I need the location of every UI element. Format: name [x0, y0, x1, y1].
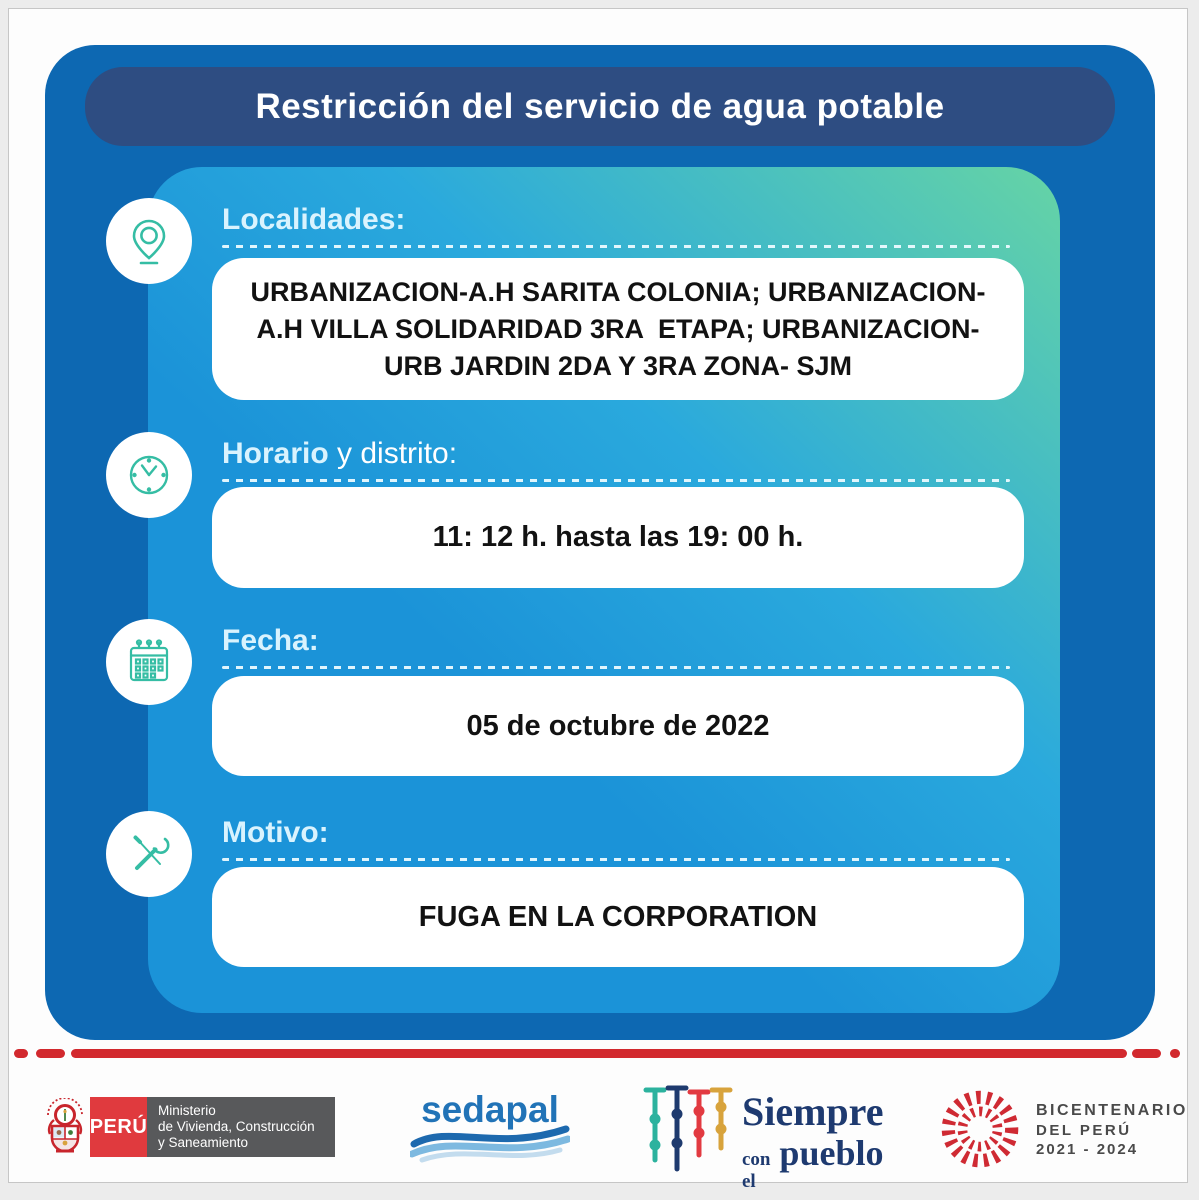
dashed-underline	[222, 479, 1010, 482]
wrench-icon	[106, 811, 192, 897]
separator-dash	[36, 1049, 65, 1058]
location-pin-icon	[106, 198, 192, 284]
separator-dash	[1132, 1049, 1161, 1058]
horario-value: 11: 12 h. hasta las 19: 00 h.	[432, 521, 804, 553]
siempre-pueblo: pueblo	[779, 1133, 884, 1173]
sedapal-waves-icon	[410, 1122, 570, 1164]
bicentenario-line: DEL PERÚ	[1036, 1122, 1132, 1139]
bicentenario-line: 2021 - 2024	[1036, 1141, 1139, 1158]
localidades-line: URBANIZACION-A.H SARITA COLONIA; URBANIZACION-	[250, 276, 986, 307]
sedapal-wordmark: sedapal	[421, 1089, 559, 1130]
ministry-logo-block	[147, 1097, 335, 1157]
bicentenario-logo	[936, 1085, 1186, 1175]
sedapal-logo	[410, 1089, 570, 1164]
red-separator	[20, 1049, 1180, 1058]
ministry-line: Ministerio	[158, 1103, 216, 1118]
dashed-underline	[222, 245, 1010, 248]
section-label: Motivo:	[222, 816, 329, 849]
dashed-underline	[222, 858, 1010, 861]
section-label: Horario y distrito:	[222, 437, 458, 470]
peru-logo-block	[90, 1097, 147, 1157]
section-label: Localidades:	[222, 203, 406, 236]
separator-bar	[71, 1049, 1127, 1058]
page-title	[85, 67, 1115, 146]
calendar-icon	[106, 619, 192, 705]
siempre-wordmark	[742, 1089, 884, 1193]
fecha-value-box	[212, 676, 1024, 776]
peru-label: PERÚ	[89, 1115, 148, 1138]
bicentenario-line: BICENTENARIO	[1036, 1102, 1188, 1119]
siempre-con-el-pueblo-logo	[643, 1083, 884, 1192]
page-title-text: Restricción del servicio de agua potable	[255, 86, 945, 126]
clock-icon	[106, 432, 192, 518]
quipu-strands-icon	[643, 1083, 738, 1175]
bicentenario-text	[1036, 1101, 1188, 1159]
bicentenario-sunburst-icon	[936, 1085, 1024, 1173]
section-label: Fecha:	[222, 624, 319, 657]
peru-coat-of-arms	[42, 1098, 88, 1163]
motivo-value: FUGA EN LA CORPORATION	[418, 900, 818, 933]
motivo-value-box	[212, 867, 1024, 967]
ministry-line: de Vivienda, Construcción	[158, 1119, 315, 1134]
localidades-line: A.H VILLA SOLIDARIDAD 3RA ETAPA; URBANIZACION-	[256, 313, 980, 344]
ministry-line: y Saneamiento	[158, 1135, 249, 1150]
localidades-value-box	[212, 258, 1024, 400]
siempre-con-el: con el	[742, 1149, 771, 1192]
siempre-line1: Siempre	[742, 1089, 884, 1134]
fecha-value: 05 de octubre de 2022	[466, 709, 770, 742]
horario-value-box	[212, 487, 1024, 588]
separator-dash	[1170, 1049, 1180, 1058]
separator-dash	[14, 1049, 28, 1058]
dashed-underline	[222, 666, 1010, 669]
localidades-line: URB JARDIN 2DA Y 3RA ZONA- SJM	[383, 350, 853, 381]
